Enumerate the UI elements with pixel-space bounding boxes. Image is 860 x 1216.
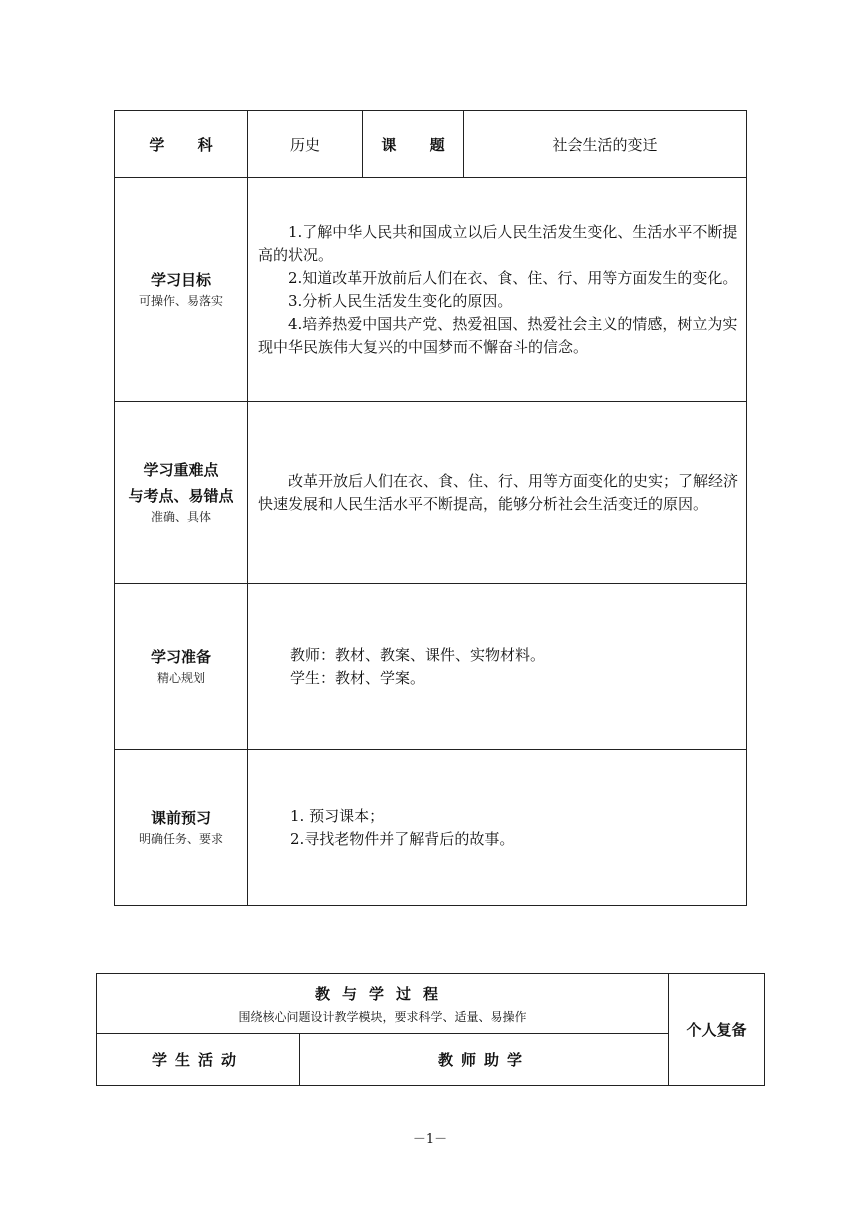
process-title-row xyxy=(97,974,765,1034)
objective-item: 3.分析人民生活发生变化的原因。 xyxy=(288,291,513,310)
objectives-content xyxy=(248,178,747,402)
key-points-sub: 准确、具体 xyxy=(150,509,211,524)
objective-item: 1.了解中华人民共和国成立以后人民生活发生变化、生活水平不断提高的状况。 xyxy=(258,222,738,264)
topic-label: 课 题 xyxy=(381,135,459,154)
objectives-row xyxy=(115,178,747,402)
objective-item: 4.培养热爱中国共产党、热爱祖国、热爱社会主义的情感，树立为实现中华民族伟大复兴的中国梦而不懈奋斗的信念。 xyxy=(258,314,738,356)
teacher-assist-header: 教师助学 xyxy=(300,1034,669,1086)
personal-review-cell: 个人复备 xyxy=(669,974,765,1086)
preview-row xyxy=(115,750,747,906)
preparation-row xyxy=(115,584,747,750)
preparation-label: 学习准备 xyxy=(150,647,211,666)
teaching-process-table xyxy=(96,973,765,1086)
objectives-label-cell xyxy=(115,178,248,402)
topic-value: 社会生活的变迁 xyxy=(464,111,747,178)
process-title-cell xyxy=(97,974,669,1034)
objectives-label: 学习目标 xyxy=(150,270,211,289)
preparation-student: 学生：教材、学案。 xyxy=(290,668,426,687)
subject-value: 历史 xyxy=(248,111,363,178)
header-row xyxy=(115,111,747,178)
key-points-text: 改革开放后人们在衣、食、住、行、用等方面变化的史实；了解经济快速发展和人民生活水平不断提高，能够分析社会生活变迁的原因。 xyxy=(258,471,739,513)
key-points-content xyxy=(248,402,747,584)
objectives-sub: 可操作、易落实 xyxy=(138,293,223,308)
objective-item: 2.知道改革开放前后人们在衣、食、住、行、用等方面发生的变化。 xyxy=(288,268,738,287)
preview-item: 1. 预习课本； xyxy=(290,806,385,825)
process-subtitle: 围绕核心问题设计教学模块，要求科学、适量、易操作 xyxy=(238,1009,527,1024)
preview-item: 2.寻找老物件并了解背后的故事。 xyxy=(290,829,515,848)
subject-label-cell xyxy=(115,111,248,178)
preparation-label-cell xyxy=(115,584,248,750)
page-number: －1－ xyxy=(412,1132,448,1147)
process-header-row xyxy=(97,1034,765,1086)
preparation-teacher: 教师：教材、教案、课件、实物材料。 xyxy=(290,645,546,664)
preview-label: 课前预习 xyxy=(150,808,211,827)
preparation-content xyxy=(248,584,747,750)
preparation-sub: 精心规划 xyxy=(156,670,205,685)
subject-label: 学 科 xyxy=(149,135,227,154)
preview-content xyxy=(248,750,747,906)
preview-sub: 明确任务、要求 xyxy=(138,831,223,846)
key-points-label-line2: 与考点、易错点 xyxy=(128,486,234,505)
key-points-row xyxy=(115,402,747,584)
key-points-label-cell xyxy=(115,402,248,584)
key-points-label-line1: 学习重难点 xyxy=(143,460,219,479)
student-activity-header: 学生活动 xyxy=(97,1034,300,1086)
preview-label-cell xyxy=(115,750,248,906)
lesson-plan-table xyxy=(114,110,747,906)
process-title: 教与学过程 xyxy=(315,984,451,1003)
topic-label-cell xyxy=(363,111,464,178)
